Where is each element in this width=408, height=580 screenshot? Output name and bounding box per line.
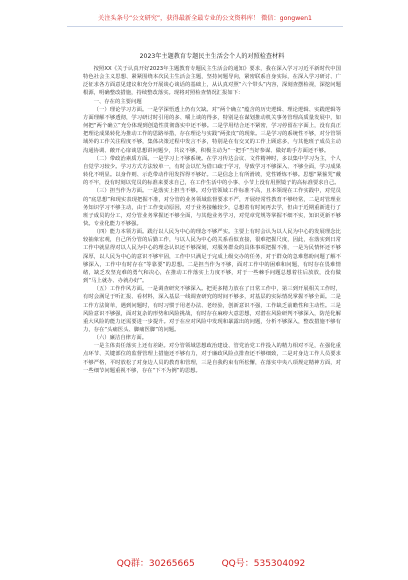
paragraph: （四）能力本领方面。践行以人民为中心的理念不够严实。主要上有时会认为以人民为中心的发展理念比较抽象宏观，自己所分管的后勤工作，与以人民为中心的关系看似直接，很难把握尺度，因此，在落实到日常工作中就显得对以人民为中心的理念认识还不够深刻，对服务群众的具体事项把握不准，一是为民情怀还不够深厚，以人民为中心的意识不够牢固，工作中只满足于完成上级交办的任务，对于群众的急难愁盼问题了解不够深入，工作中有时存在“等靠要”的思想。二是担当作为不够，面对工作中的困难和问题，有时存在畏难情绪，缺乏攻坚克难的勇气和决心，在推动工作落实上力度不够，对于一些棘手问题总想着往后放放，没有做到“马上就办、办就办好”。 — [83, 229, 341, 285]
document-body — [83, 52, 341, 375]
document-title: 2023年主题教育专题民主生活会个人的对照检查材料 — [139, 53, 285, 60]
top-banner: 关注头条号“公文研究”，获得最新全最专业的公文资料库！ 微信：gongwen1 — [67, 12, 343, 27]
paragraph: 按照XX《关于认真开好2023年主题教育专题民主生活会的通知》要求，我在深入学习习近平新时代中国特色社会主义思想、紧紧围绕本次民主生活会主题，坚持问题导向，紧密联系自身实际，在深入学习研讨、广泛征求各方面意见建议和充分开展谈心谈话的基础上，从认真对照“六个带头”内容，深刻查摆检视，深挖问题根源，明确整改措施，持续整改落实。现将对照检查情况汇报如下： — [83, 66, 341, 97]
footer-qq: QQ号：535304092 — [221, 559, 306, 569]
footer-contact — [86, 558, 336, 570]
paragraph: （六）廉洁自律方面。 — [93, 335, 148, 342]
paragraph: （五）工作作风方面。一是调查研究不够深入。把更多精力放在了日常工作中，第三到开展相关工作时，有时会满足于听汇报、看材料，深入基层一线调查研究的时间不够多，对基层的实际情况掌握不够全面。二是工作方法简单，遇到问题时，有时习惯于用老办法、老经验，创新意识不强，工作缺乏前瞻性和主动性。三是风险意识不够强，面对复杂的形势和风险挑战，有时存在麻痹大意思想，对潜在风险研判不够深入，防范化解重大风险的能力还需要进一步提升。对于在应对风险中发现和暴露出的问题，分析不够深入，整改措施不够有力，存在“头痛医头、脚痛医脚”的问题。 — [83, 286, 341, 333]
paragraph: 一是主体责任落实上还有差距。对分管领域思想政治建设、管党治党工作投入的精力相对不足，在强化重点环节、关键部位的监督管理上措施还不够有力，对于廉政风险点排查还不够细致，二是对身边工作人员要求不够严格，平时放松了对身边人员的教育和管理，三是自我约束有所松懈，在落实中央八项规定精神方面，对一些细节问题重视不够，存在“下不为例”的思想。 — [83, 343, 341, 374]
paragraph-list — [83, 65, 341, 375]
paragraph: （一）理论学习方面。一是学深悟透上仍有欠缺。对“两个确立”蕴含的历史逻辑、理论逻辑、实践逻辑等方面理解不够透彻，学习研讨时引用的多、嚼上谈的得多，特别是在谋划推动机关事务管理高质量发展中，如何把“两个确立”充分体现到创造性贯彻落实中还不够。二是学用结合还不紧密，学习停留在字面上，没有真正把理论成果转化为推动工作的思路举措，存在理论与实践“两张皮”的现象。三是学习的系统性不够，对分管领域外的工作关注程度不够，集体决策过程中发言不多，特别是在有交叉的工作上顾虑多，与其他班子成员主动沟通协调、敞开心扉谈思想讲问题少，共议不够，积极主动为“一把手”当好参谋、做好助手方面还不够。 — [83, 106, 341, 154]
paragraph: （二）带政治素质方面。一是学习上不够系统。在学习传达会议、文件精神时，多以集中学习为主，个人自觉学习较少。学习方式方法较单一，有时会以忙为借口疏于学习，导致学习不够深入、不够全面，学习成果转化不明显。以身作则、示范带动作用发挥得不够好。二是信念上有所滑坡，党性锤炼不够。思想“紧箍咒”戴的不牢，没有时刻以党员的标准来要求自己，在工作生活中的小事、小节上没有用照镜子的高标准要求自己。 — [83, 155, 341, 187]
section-heading: 一、存在的主要问题 — [93, 98, 142, 105]
footer-qq-group: QQ群：30265665 — [116, 559, 195, 569]
paragraph: （三）担当作为方面。一是落实上担当不够。对分管领域工作标准不高，且本领现在工作实践中，对党员的“底思想”和现实表现把握不准，对分管的业务领域监督要求不严，开展经常性教育不够经常，二是对管理业务知识学习不够主动，由于工作变动原因，对于业务接触较少，总想着有时间再去学，但由于近期重新进行了班子成员的分工，对分管业务掌握还不够全面，与其他业务学习，对党章党规等掌握不细不实，知识更新不够快。专业化能力不够强。 — [83, 188, 341, 227]
